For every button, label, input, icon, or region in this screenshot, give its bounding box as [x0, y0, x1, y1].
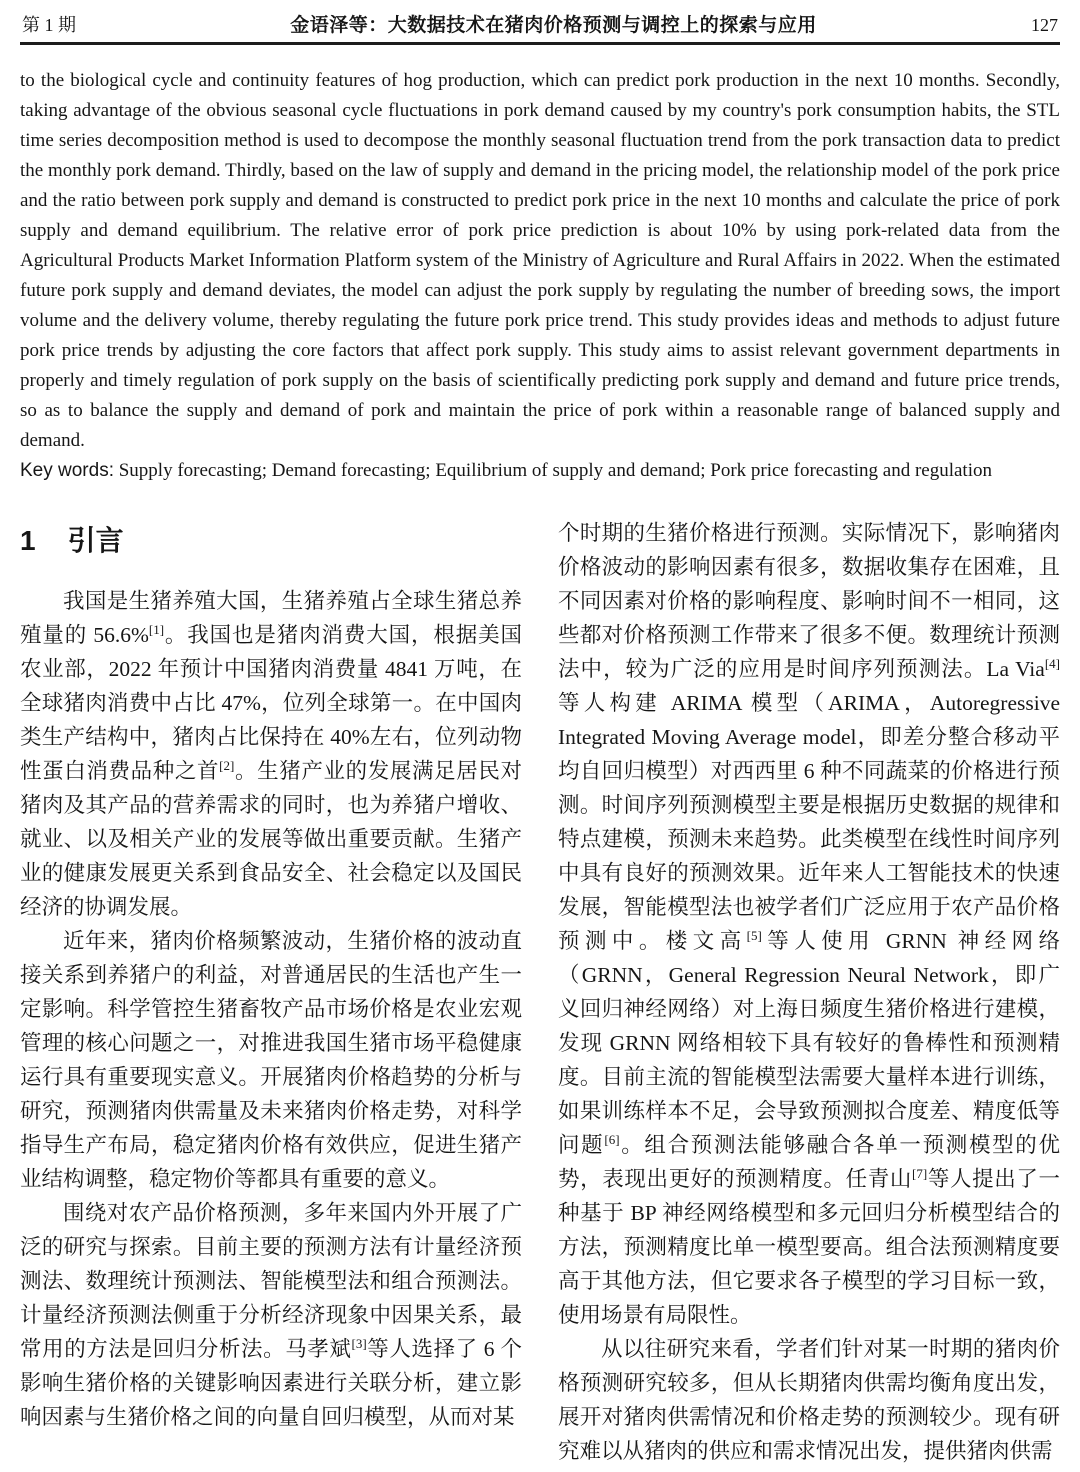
reference-superscript-5: [5]: [746, 927, 762, 943]
keywords-label: Key words:: [20, 460, 114, 481]
paragraph-intro-3: [20, 1196, 522, 1434]
text-run: 。我国也是猪肉消费大国，根据美国农业部，2022 年预计中国猪肉消费量 4841 万吨，在全球猪肉消费中占比 47%，位列全球第一。在中国肉类生产结构中，猪肉占比保持在 40%左右，位列动物性蛋白消费品种之首: [20, 623, 522, 783]
reference-superscript-2: [2]: [219, 757, 235, 773]
reference-superscript-6: [6]: [604, 1131, 620, 1147]
paragraph-intro-4: 从以往研究来看，学者们针对某一时期的猪肉价格预测研究较多，但从长期猪肉供需均衡角度出发，展开对猪肉供需情况和价格走势的预测较少。现有研究难以从猪肉的供应和需求情况出发，提供猪肉供需: [558, 1337, 1060, 1463]
running-title: 金语泽等：大数据技术在猪肉价格预测与调控上的探索与应用: [290, 15, 817, 36]
text-run: 围绕对农产品价格预测，多年来国内外开展了广泛的研究与探索。目前主要的预测方法有计量经济预测法、数理统计预测法、智能模型法和组合预测法。计量经济预测法侧重于分析经济现象中因果关系，最常用的方法是回归分析法。马孝斌: [20, 1201, 522, 1361]
paragraph-intro-1: [20, 584, 522, 924]
section-heading: [20, 524, 522, 558]
section-number: 1: [20, 525, 36, 556]
reference-superscript-1: [1]: [148, 621, 165, 637]
right-column: [558, 516, 1060, 1468]
text-run: 等人提出了一种基于 BP 神经网络模型和多元回归分析模型结合的方法，预测精度比单一模型要高。组合法预测精度要高于其他方法，但它要求各子模型的学习目标一致，使用场景有局限性。: [558, 1167, 1060, 1327]
paragraph-intro-2: 近年来，猪肉价格频繁波动，生猪价格的波动直接关系到养猪户的利益，对普通居民的生活也产生一定影响。科学管控生猪畜牧产品市场价格是农业宏观管理的核心问题之一，对推进我国生猪市场平稳健康运行具有重要现实意义。开展猪肉价格趋势的分析与研究，预测猪肉供需量及未来猪肉价格走势，对科学指导生产布局，稳定猪肉价格有效供应，促进生猪产业结构调整，稳定物价等都具有重要的意义。: [20, 929, 522, 1191]
reference-superscript-3: [3]: [351, 1335, 367, 1351]
text-run: 。组合预测法能够融合各单一预测模型的优势，表现出更好的预测精度。任青山: [558, 1133, 1060, 1191]
page-header: [20, 8, 1060, 42]
text-run: 。生猪产业的发展满足居民对猪肉及其产品的营养需求的同时，也为养猪户增收、就业、以及相关产业的发展等做出重要贡献。生猪产业的健康发展更关系到食品安全、社会稳定以及国民经济的协调发展。: [20, 759, 522, 919]
text-run: 个时期的生猪价格进行预测。实际情况下，影响猪肉价格波动的影响因素有很多，数据收集存在困难，且不同因素对价格的影响程度、影响时间不一相同，这些都对价格预测工作带来了很多不便。数理统计预测法中，较为广泛的应用是时间序列预测法。La Via: [558, 521, 1060, 681]
journal-issue: 第 1 期: [22, 15, 76, 35]
keywords-text: Supply forecasting; Demand forecasting; Equilibrium of supply and demand; Pork price forecasting and regulation: [113, 460, 992, 481]
header-rule: [20, 42, 1060, 45]
section-title: 引言: [67, 525, 124, 556]
keywords-line: [20, 456, 1060, 486]
text-run: 等人使用 GRNN 神经网络（GRNN，General Regression Neural Network，即广义回归神经网络）对上海日频度生猪价格进行建模，发现 GRNN 网络相较下具有较好的鲁棒性和预测精度。目前主流的智能模型法需要大量样本进行训练，如果训练样本不足，会导致预测拟合度差、精度低等问题: [558, 929, 1060, 1157]
body-columns: [20, 516, 1060, 1468]
reference-superscript-4: [4]: [1044, 655, 1060, 671]
left-column: [20, 516, 522, 1468]
text-run: 等人构建 ARIMA 模型（ARIMA，Autoregressive Integrated Moving Average model，即差分整合移动平均自回归模型）对西西里 6 种不同蔬菜的价格进行预测。时间序列预测模型主要是根据历史数据的规律和特点建模，预测未来趋势。此类模型在线性时间序列中具有良好的预测效果。近年来人工智能技术的快速发展，智能模型法也被学者们广泛应用于农产品价格预测中。楼文高: [558, 691, 1060, 953]
reference-superscript-7: [7]: [912, 1165, 928, 1181]
text-run: 等人选择了 6 个影响生猪价格的关键影响因素进行关联分析，建立影响因素与生猪价格之间的向量自回归模型，从而对某: [20, 1337, 522, 1429]
page-number: 127: [1030, 15, 1058, 35]
paragraph-intro-3-continued: [558, 516, 1060, 1332]
abstract-paragraph: to the biological cycle and continuity features of hog production, which can predict pork production in the next 10 months. Secondly, taking advantage of the obvious seasonal cycle fluctuations in pork demand caused by my country's pork consumption habits, the STL time series decomposition method is used to decompose the monthly seasonal fluctuation trend from the pork transaction data to predict the monthly pork demand. Thirdly, based on the law of supply and demand in the pricing model, the relationship model of the pork price and the ratio between pork supply and demand is constructed to predict pork price in the next 10 months and calculate the price of pork supply and demand equilibrium. The relative error of pork price prediction is about 10% by using pork-related data from the Agricultural Products Market Information Platform system of the Ministry of Agriculture and Rural Affairs in 2022. When the estimated future pork supply and demand deviates, the model can adjust the pork supply by regulating the number of breeding sows, the import volume and the delivery volume, thereby regulating the future pork price trend. This study provides ideas and methods to adjust future pork price trends by adjusting the core factors that affect pork supply. This study aims to assist relevant government departments in properly and timely regulation of pork supply on the basis of scientifically predicting pork supply and demand and future price trends, so as to balance the supply and demand of pork and maintain the price of pork within a reasonable range of balanced supply and demand.: [20, 70, 1060, 451]
text-run: 我国是生猪养殖大国，生猪养殖占全球生猪总养殖量的 56.6%: [20, 589, 522, 647]
